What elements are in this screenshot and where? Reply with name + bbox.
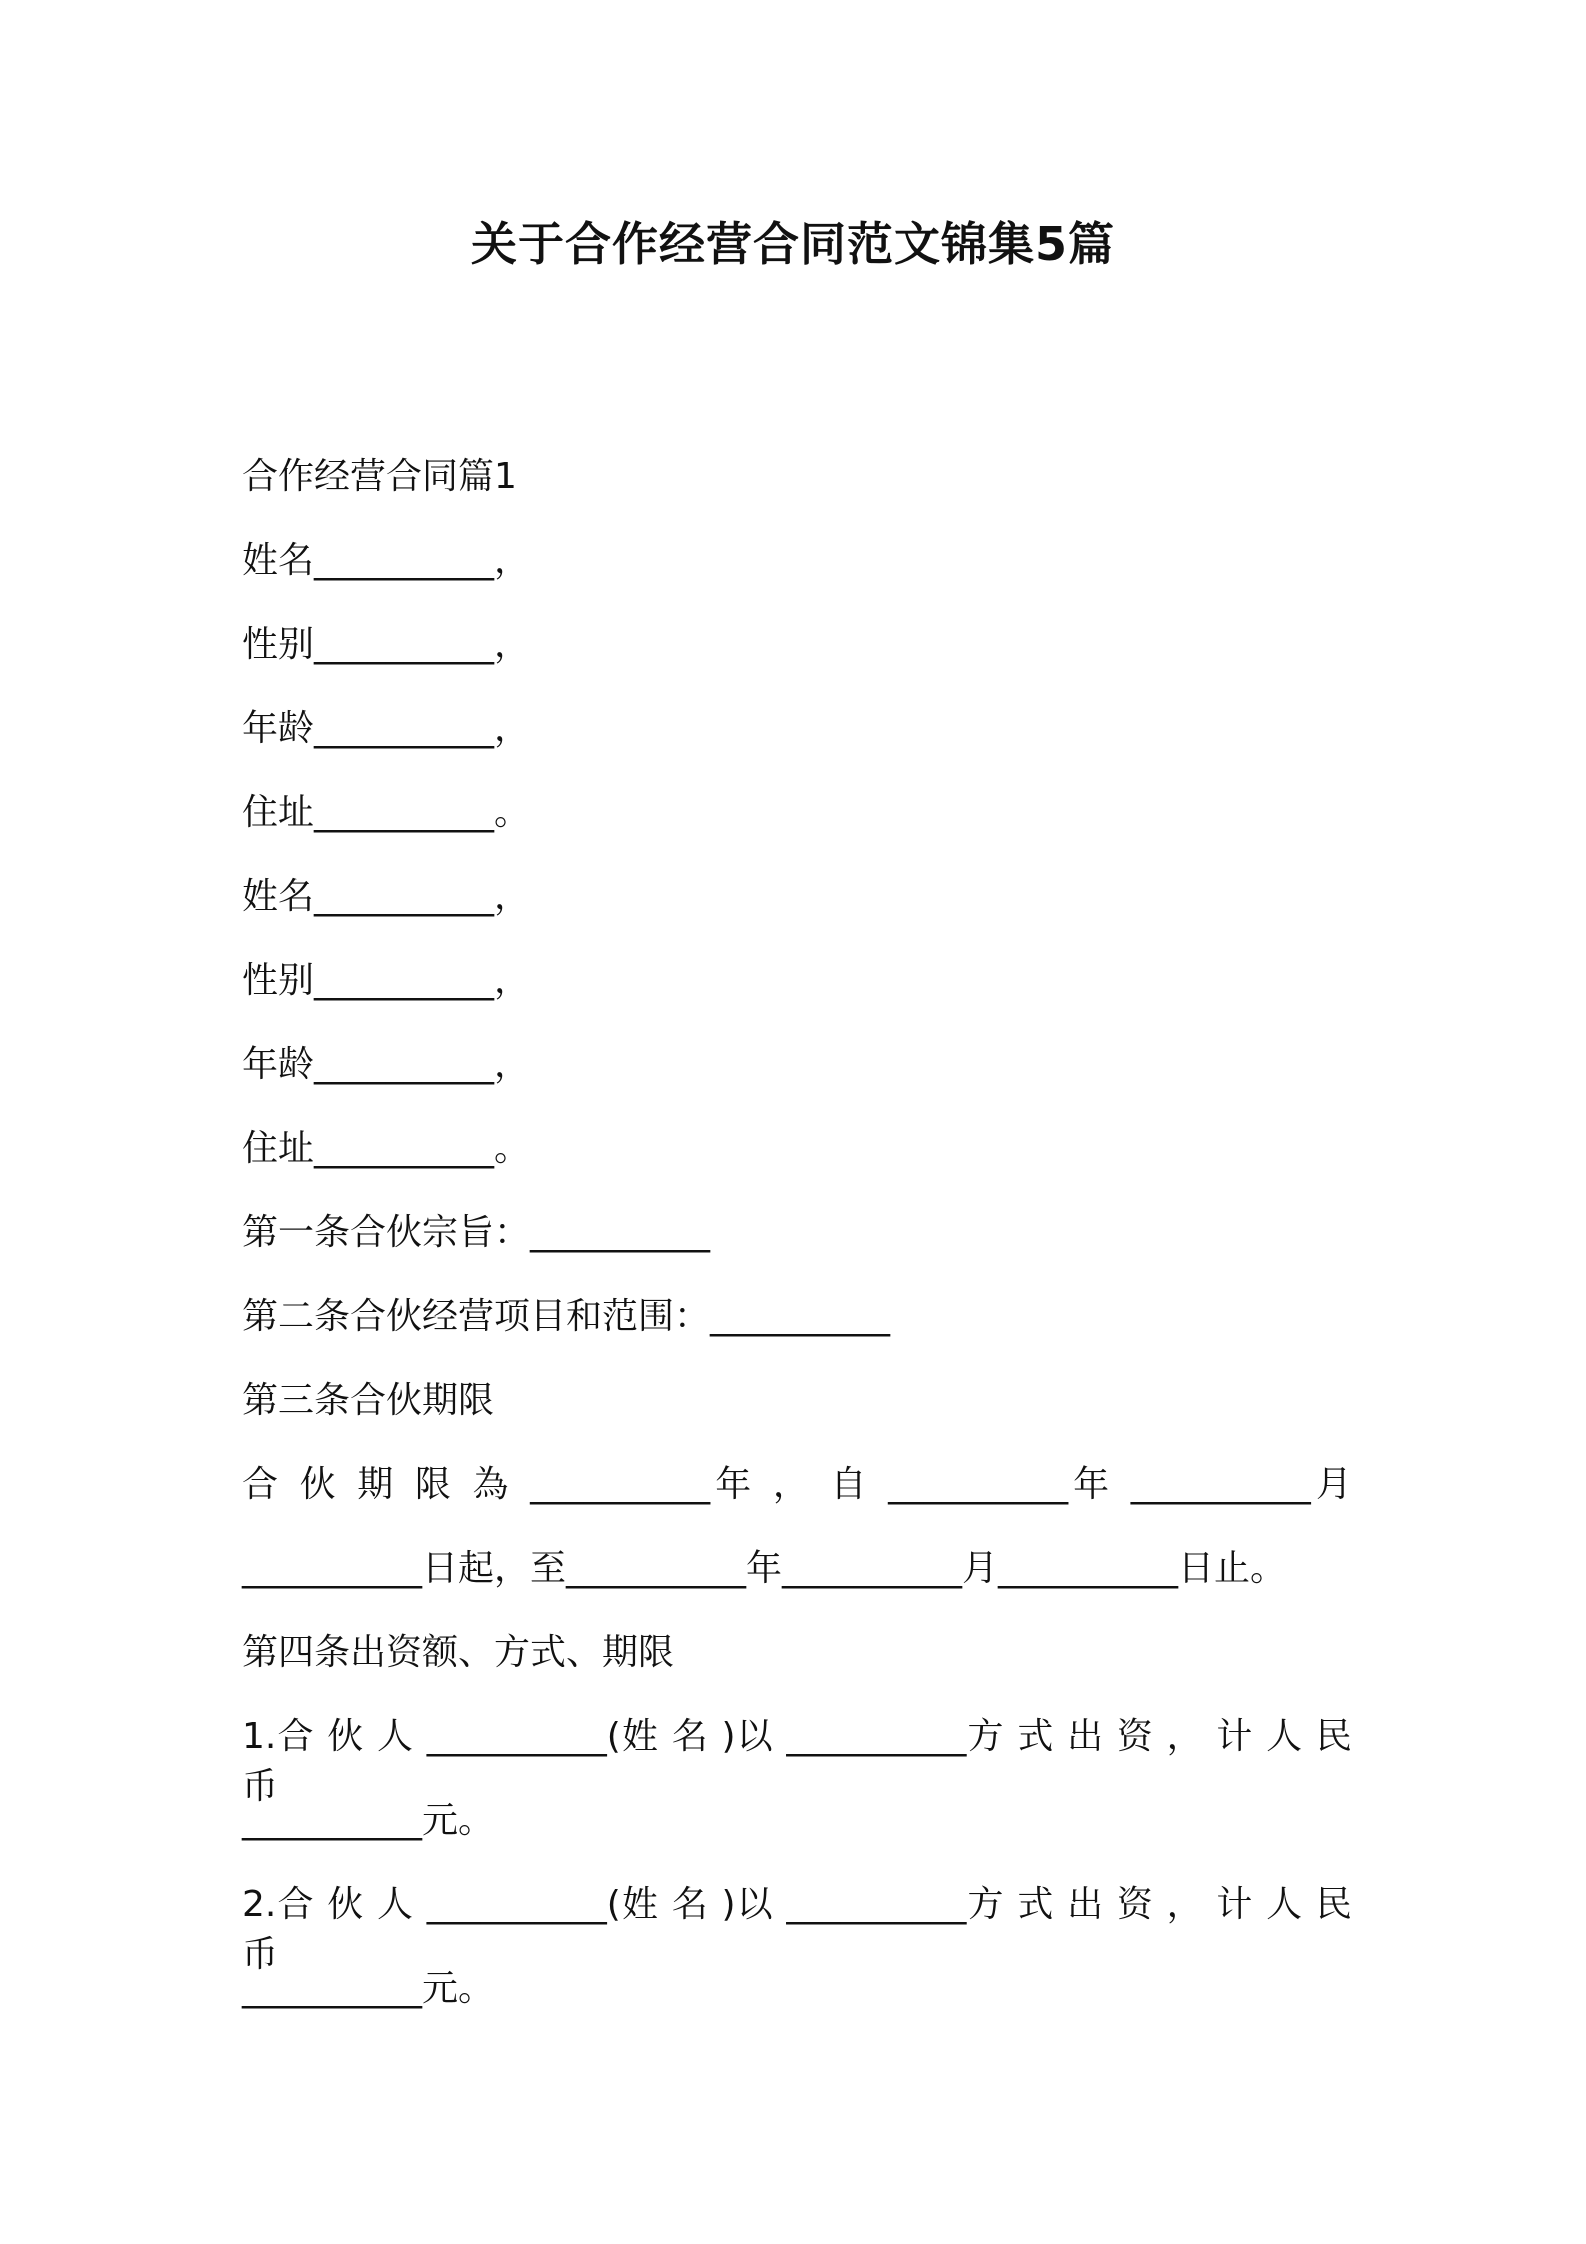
justified-word: 期 <box>357 1464 399 1505</box>
justified-word: 币 <box>242 1934 279 1975</box>
justified-word: __________年 <box>530 1464 757 1505</box>
justified-word: 2.合 <box>242 1884 315 1925</box>
justified-word: 1.合 <box>242 1716 315 1757</box>
age-field-2: 年龄__________， <box>242 1044 531 1085</box>
justified-word: ， <box>772 1464 814 1505</box>
justified-word: __________方 <box>786 1884 1005 1925</box>
justified-word: 伙 <box>327 1884 365 1925</box>
justified-word: __________年 <box>888 1464 1115 1505</box>
justified-word: 出 <box>1067 1716 1105 1757</box>
justified-word: )以 <box>721 1884 774 1925</box>
address-field-2: 住址__________。 <box>242 1128 531 1169</box>
partner-2-contribution-line-2: __________元。 <box>242 1968 495 2009</box>
justified-word: 币 <box>242 1766 279 1807</box>
article-2-scope: 第二条合伙经营项目和范围：__________ <box>242 1296 891 1337</box>
gender-field-1: 性别__________， <box>242 624 531 665</box>
justified-word: 限 <box>414 1464 456 1505</box>
partner-1-contribution-line-1 <box>242 1712 1352 1807</box>
article-3-term-line-2: __________日起，至__________年__________月__________日止。 <box>242 1548 1287 1589</box>
gender-field-2: 性别__________， <box>242 960 531 1001</box>
name-field-2: 姓名__________， <box>242 876 531 917</box>
article-3-term-line-1 <box>242 1460 1352 1510</box>
justified-word: 出 <box>1067 1884 1105 1925</box>
justified-word: __________(姓 <box>426 1884 660 1925</box>
justified-word: )以 <box>721 1716 774 1757</box>
age-field-1: 年龄__________， <box>242 708 531 749</box>
justified-word: 名 <box>671 1884 709 1925</box>
justified-word: 民 <box>1315 1884 1352 1925</box>
justified-word: __________月 <box>1130 1464 1352 1505</box>
justified-word: __________方 <box>786 1716 1005 1757</box>
partner-2-contribution-line-1 <box>242 1880 1352 1975</box>
justified-word: 自 <box>830 1464 872 1505</box>
justified-word: ， <box>1166 1716 1204 1757</box>
name-field-1: 姓名__________， <box>242 540 531 581</box>
justified-word: 计 <box>1216 1884 1254 1925</box>
justified-word: 人 <box>377 1716 415 1757</box>
justified-word: 计 <box>1216 1716 1254 1757</box>
justified-word: 合 <box>242 1464 284 1505</box>
justified-word: 式 <box>1017 1884 1055 1925</box>
justified-word: 伙 <box>299 1464 341 1505</box>
article-1-purpose: 第一条合伙宗旨：__________ <box>242 1212 711 1253</box>
article-3-heading: 第三条合伙期限 <box>242 1380 495 1421</box>
justified-word: 资 <box>1116 1884 1154 1925</box>
partner-1-contribution-line-2: __________元。 <box>242 1800 495 1841</box>
justified-word: 民 <box>1315 1716 1352 1757</box>
justified-word: 名 <box>671 1716 709 1757</box>
justified-word: 人 <box>1266 1884 1304 1925</box>
justified-word: 资 <box>1116 1716 1154 1757</box>
justified-word: 為 <box>472 1464 514 1505</box>
justified-word: 伙 <box>327 1716 365 1757</box>
address-field-1: 住址__________。 <box>242 792 531 833</box>
document-title: 关于合作经营合同范文锦集5篇 <box>470 217 1115 271</box>
justified-word: 式 <box>1017 1716 1055 1757</box>
justified-word: __________(姓 <box>426 1716 660 1757</box>
justified-word: 人 <box>1266 1716 1304 1757</box>
justified-word: ， <box>1166 1884 1204 1925</box>
article-4-heading: 第四条出资额、方式、期限 <box>242 1632 675 1673</box>
justified-word: 人 <box>377 1884 415 1925</box>
section-heading-1: 合作经营合同篇1 <box>242 456 517 497</box>
